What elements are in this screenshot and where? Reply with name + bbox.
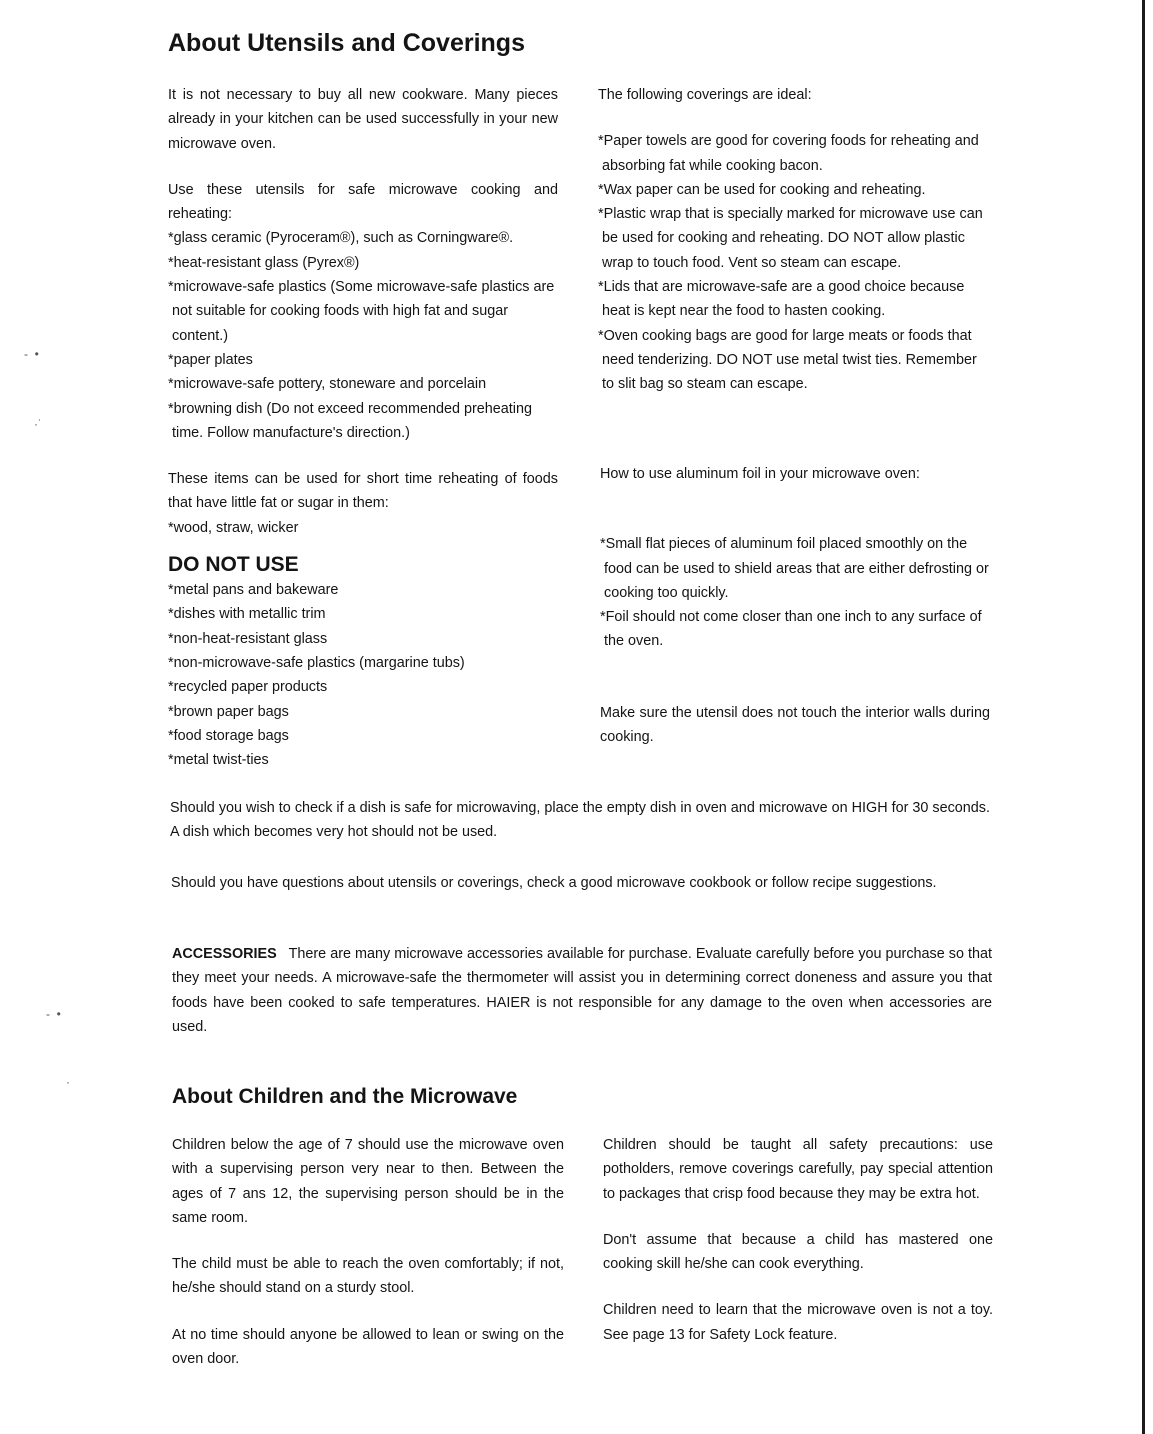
page-edge-line — [1142, 0, 1145, 1434]
do-not-use-heading: DO NOT USE — [168, 553, 299, 577]
section-title-utensils: About Utensils and Coverings — [168, 29, 525, 57]
scan-speck: - • — [46, 1007, 61, 1021]
list-item: *dishes with metallic trim — [168, 606, 326, 623]
list-item: *Oven cooking bags are good for large meats or foods that need tenderizing. DO NOT use metal twist ties. Remember to slit bag so steam can escape. — [598, 327, 977, 393]
list-item: *brown paper bags — [168, 703, 289, 720]
intro-paragraph: It is not necessary to buy all new cookware. Many pieces already in your kitchen can be used successfully in your new microwave oven. — [168, 87, 558, 152]
safe-utensils-intro: Use these utensils for safe microwave cooking and reheating: — [168, 181, 558, 223]
children-paragraph: At no time should anyone be allowed to lean or swing on the oven door. — [172, 1326, 564, 1368]
list-item: *Plastic wrap that is specially marked for microwave use can be used for cooking and reheating. DO NOT allow plastic wrap to touch food. Vent so steam can escape. — [598, 206, 983, 271]
children-paragraph: Children below the age of 7 should use the microwave oven with a supervising person very near to then. Between the ages of 7 ans 12, the supervising person should be in the same room. — [172, 1137, 564, 1226]
children-paragraph: The child must be able to reach the oven comfortably; if not, he/she should stand on a sturdy stool. — [172, 1256, 564, 1297]
list-item: *browning dish (Do not exceed recommended preheating time. Follow manufacture's direction.) — [168, 400, 532, 441]
coverings-list — [598, 129, 988, 396]
list-item: *glass ceramic (Pyroceram®), such as Corningware®. — [168, 230, 514, 247]
scan-speck: - • — [24, 347, 39, 361]
list-item: *microwave-safe plastics (Some microwave-safe plastics are not suitable for cooking foods with high fat and sugar content.) — [168, 279, 555, 344]
coverings-intro: The following coverings are ideal: — [598, 87, 812, 103]
list-item: *food storage bags — [168, 727, 289, 744]
foil-list — [600, 532, 990, 653]
list-item: *Small flat pieces of aluminum foil placed smoothly on the food can be used to shield areas that are either defrosting or cooking too quickly. — [600, 536, 989, 601]
list-item: *metal twist-ties — [168, 752, 269, 769]
list-item: *Lids that are microwave-safe are a good choice because heat is kept near the food to hasten cooking. — [598, 279, 965, 320]
short-reheat-item: *wood, straw, wicker — [168, 519, 299, 536]
safe-utensils-list — [168, 226, 558, 445]
accessories-paragraph — [172, 942, 992, 1039]
children-right-column — [603, 1133, 993, 1347]
list-item: *recycled paper products — [168, 679, 328, 696]
foil-intro: How to use aluminum foil in your microwave oven: — [600, 466, 920, 482]
utensils-left-column — [168, 83, 558, 772]
list-item: *microwave-safe pottery, stoneware and porcelain — [168, 376, 487, 393]
accessories-text: There are many microwave accessories available for purchase. Evaluate carefully before you purchase so that they meet your needs. A microwave-safe the thermometer will assist you in determining correct doneness and assure you that foods have been cooked to safe temperatures. HAIER is not responsible for any damage to the oven when accessories are used. — [172, 946, 992, 1035]
list-item: *non-heat-resistant glass — [168, 630, 328, 647]
check-dish-paragraph: Should you wish to check if a dish is safe for microwaving, place the empty dish in oven and microwave on HIGH for 30 seconds. A dish which becomes very hot should not be used. — [170, 800, 990, 841]
list-item: *metal pans and bakeware — [168, 582, 339, 599]
questions-paragraph: Should you have questions about utensils or coverings, check a good microwave cookbook or follow recipe suggestions. — [171, 875, 937, 891]
section-title-children: About Children and the Microwave — [172, 1085, 518, 1108]
utensils-right-column — [598, 83, 988, 397]
short-reheat-intro: These items can be used for short time reheating of foods that have little fat or sugar in them: — [168, 471, 558, 512]
children-paragraph: Children should be taught all safety precautions: use potholders, remove coverings carefully, pay special attention to packages that crisp food because they may be extra hot. — [603, 1137, 993, 1202]
list-item: *non-microwave-safe plastics (margarine tubs) — [168, 654, 465, 671]
foil-section — [600, 462, 990, 654]
list-item: *Foil should not come closer than one inch to any surface of the oven. — [600, 609, 982, 650]
list-item: *heat-resistant glass (Pyrex®) — [168, 254, 360, 271]
list-item: *Wax paper can be used for cooking and reheating. — [598, 181, 926, 198]
children-paragraph: Don't assume that because a child has mastered one cooking skill he/she can cook everything. — [603, 1231, 993, 1273]
children-left-column — [172, 1133, 564, 1371]
utensil-walls-note: Make sure the utensil does not touch the interior walls during cooking. — [600, 705, 990, 746]
scan-speck: · — [66, 1075, 70, 1089]
scan-speck: ·˙ — [34, 417, 42, 431]
do-not-use-list — [168, 578, 558, 772]
accessories-label: ACCESSORIES — [172, 946, 277, 962]
list-item: *paper plates — [168, 351, 253, 368]
children-paragraph: Children need to learn that the microwave oven is not a toy. See page 13 for Safety Lock feature. — [603, 1302, 993, 1343]
list-item: *Paper towels are good for covering foods for reheating and absorbing fat while cooking bacon. — [598, 133, 979, 174]
